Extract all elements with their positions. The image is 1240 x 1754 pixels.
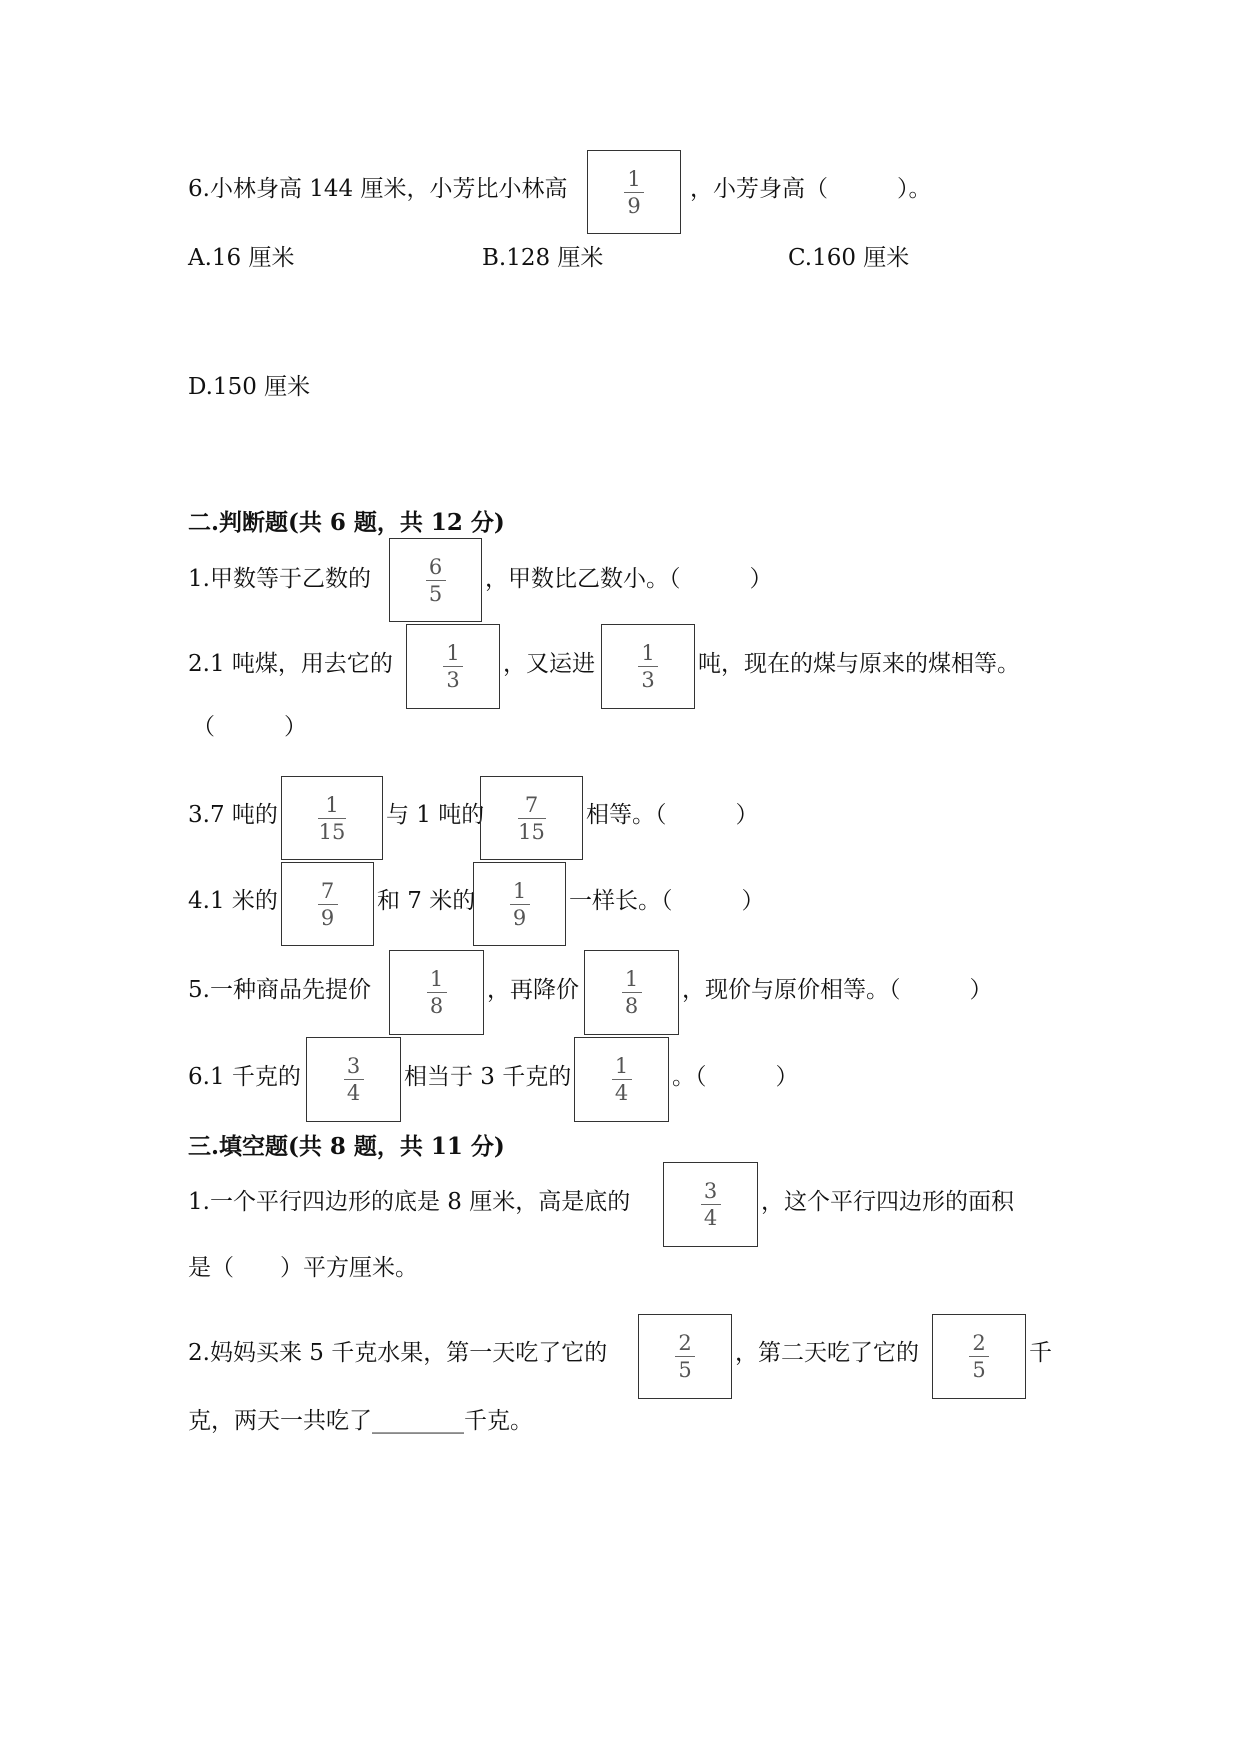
fraction-numerator: 3 bbox=[346, 1054, 361, 1078]
fraction-numerator: 1 bbox=[614, 1054, 629, 1078]
fraction-bar bbox=[701, 1204, 721, 1205]
fraction-box bbox=[406, 624, 500, 709]
question-text: ，小芳身高（ ）。 bbox=[690, 176, 932, 202]
question-text: 和 7 米的 bbox=[377, 888, 476, 914]
option-c: C.160 厘米 bbox=[788, 245, 910, 271]
answer-bracket: （ ） bbox=[192, 714, 307, 740]
fraction-numerator: 1 bbox=[641, 641, 655, 665]
fraction-denominator: 15 bbox=[318, 819, 346, 844]
fraction-box bbox=[584, 950, 679, 1035]
fraction-box bbox=[480, 776, 583, 860]
fraction-box bbox=[389, 950, 484, 1035]
fraction-numerator: 6 bbox=[428, 554, 443, 579]
fraction-denominator: 4 bbox=[346, 1081, 361, 1105]
fraction-bar bbox=[427, 992, 447, 993]
question-text: ，这个平行四边形的面积 bbox=[761, 1189, 1014, 1215]
fraction-denominator: 4 bbox=[703, 1206, 718, 1230]
fraction-denominator: 5 bbox=[678, 1358, 692, 1382]
fraction-numerator: 7 bbox=[320, 878, 335, 903]
fraction-bar bbox=[622, 992, 642, 993]
fraction-box bbox=[574, 1037, 669, 1122]
question-text: 2.1 吨煤，用去它的 bbox=[188, 651, 393, 677]
fraction-bar bbox=[443, 666, 463, 667]
fraction-denominator: 3 bbox=[641, 668, 655, 692]
fraction-box bbox=[281, 862, 374, 946]
fraction-bar bbox=[318, 818, 346, 819]
section-heading: 三.填空题(共 8 题，共 11 分) bbox=[188, 1133, 505, 1160]
fraction-denominator: 8 bbox=[624, 994, 639, 1018]
question-text: ，现价与原价相等。（ ） bbox=[682, 977, 993, 1003]
fraction-box bbox=[473, 862, 566, 946]
question-text: 相当于 3 千克的 bbox=[404, 1064, 572, 1090]
fraction-denominator: 4 bbox=[614, 1081, 629, 1105]
section-heading: 二.判断题(共 6 题，共 12 分) bbox=[188, 509, 505, 536]
question-text: 6.小林身高 144 厘米，小芳比小林高 bbox=[188, 176, 568, 202]
question-text: 3.7 吨的 bbox=[188, 802, 278, 828]
fraction-numerator: 1 bbox=[512, 878, 527, 903]
option-d: D.150 厘米 bbox=[188, 374, 311, 400]
question-text: ，第二天吃了它的 bbox=[735, 1340, 919, 1366]
question-text: 一样长。（ ） bbox=[569, 888, 765, 914]
fraction-bar bbox=[318, 904, 338, 905]
fraction-box bbox=[663, 1162, 758, 1247]
fraction-bar bbox=[426, 580, 446, 581]
question-text: 6.1 千克的 bbox=[188, 1064, 301, 1090]
fraction-numerator: 1 bbox=[446, 641, 460, 665]
question-text: ，再降价 bbox=[487, 977, 579, 1003]
fraction-denominator: 5 bbox=[428, 581, 443, 606]
question-text: 是（ ）平方厘米。 bbox=[188, 1255, 418, 1281]
fraction-bar bbox=[969, 1356, 989, 1357]
fraction-numerator: 7 bbox=[524, 792, 539, 817]
fraction-bar bbox=[344, 1079, 364, 1080]
fraction-numerator: 1 bbox=[325, 792, 339, 817]
fraction-denominator: 9 bbox=[627, 193, 641, 218]
question-text: 与 1 吨的 bbox=[386, 802, 485, 828]
fraction-denominator: 8 bbox=[429, 994, 444, 1018]
fraction-numerator: 1 bbox=[624, 967, 639, 991]
option-b: B.128 厘米 bbox=[482, 245, 604, 271]
question-text: 吨，现在的煤与原来的煤相等。 bbox=[698, 651, 1020, 677]
fraction-denominator: 3 bbox=[446, 668, 460, 692]
question-text: 1.甲数等于乙数的 bbox=[188, 566, 371, 592]
fraction-numerator: 2 bbox=[678, 1331, 692, 1355]
question-text: 4.1 米的 bbox=[188, 888, 278, 914]
fraction-bar bbox=[638, 666, 658, 667]
fraction-numerator: 2 bbox=[972, 1331, 986, 1355]
fraction-numerator: 3 bbox=[703, 1179, 718, 1203]
question-text: 千 bbox=[1029, 1340, 1052, 1366]
option-a: A.16 厘米 bbox=[188, 245, 295, 271]
fraction-numerator: 1 bbox=[627, 166, 641, 191]
fraction-bar bbox=[518, 818, 546, 819]
fraction-box bbox=[281, 776, 383, 860]
fraction-box bbox=[932, 1314, 1026, 1399]
fraction-box bbox=[389, 538, 482, 622]
fraction-box bbox=[306, 1037, 401, 1122]
question-text: 。（ ） bbox=[672, 1064, 799, 1090]
question-text: 相等。（ ） bbox=[586, 802, 759, 828]
fraction-box bbox=[587, 150, 681, 234]
fraction-numerator: 1 bbox=[429, 967, 444, 991]
fraction-bar bbox=[624, 192, 644, 193]
fraction-bar bbox=[510, 904, 530, 905]
fraction-bar bbox=[675, 1356, 695, 1357]
fraction-denominator: 15 bbox=[518, 819, 545, 844]
fraction-denominator: 9 bbox=[512, 905, 527, 930]
question-text: 2.妈妈买来 5 千克水果，第一天吃了它的 bbox=[188, 1340, 608, 1366]
question-text: ，又运进 bbox=[503, 651, 595, 677]
question-text: 5.一种商品先提价 bbox=[188, 977, 371, 1003]
question-text: 克，两天一共吃了________千克。 bbox=[188, 1408, 533, 1434]
fraction-bar bbox=[612, 1079, 632, 1080]
fraction-denominator: 9 bbox=[320, 905, 335, 930]
question-text: ，甲数比乙数小。（ ） bbox=[485, 566, 773, 592]
fraction-denominator: 5 bbox=[972, 1358, 986, 1382]
fraction-box bbox=[638, 1314, 732, 1399]
fraction-box bbox=[601, 624, 695, 709]
question-text: 1.一个平行四边形的底是 8 厘米，高是底的 bbox=[188, 1189, 631, 1215]
